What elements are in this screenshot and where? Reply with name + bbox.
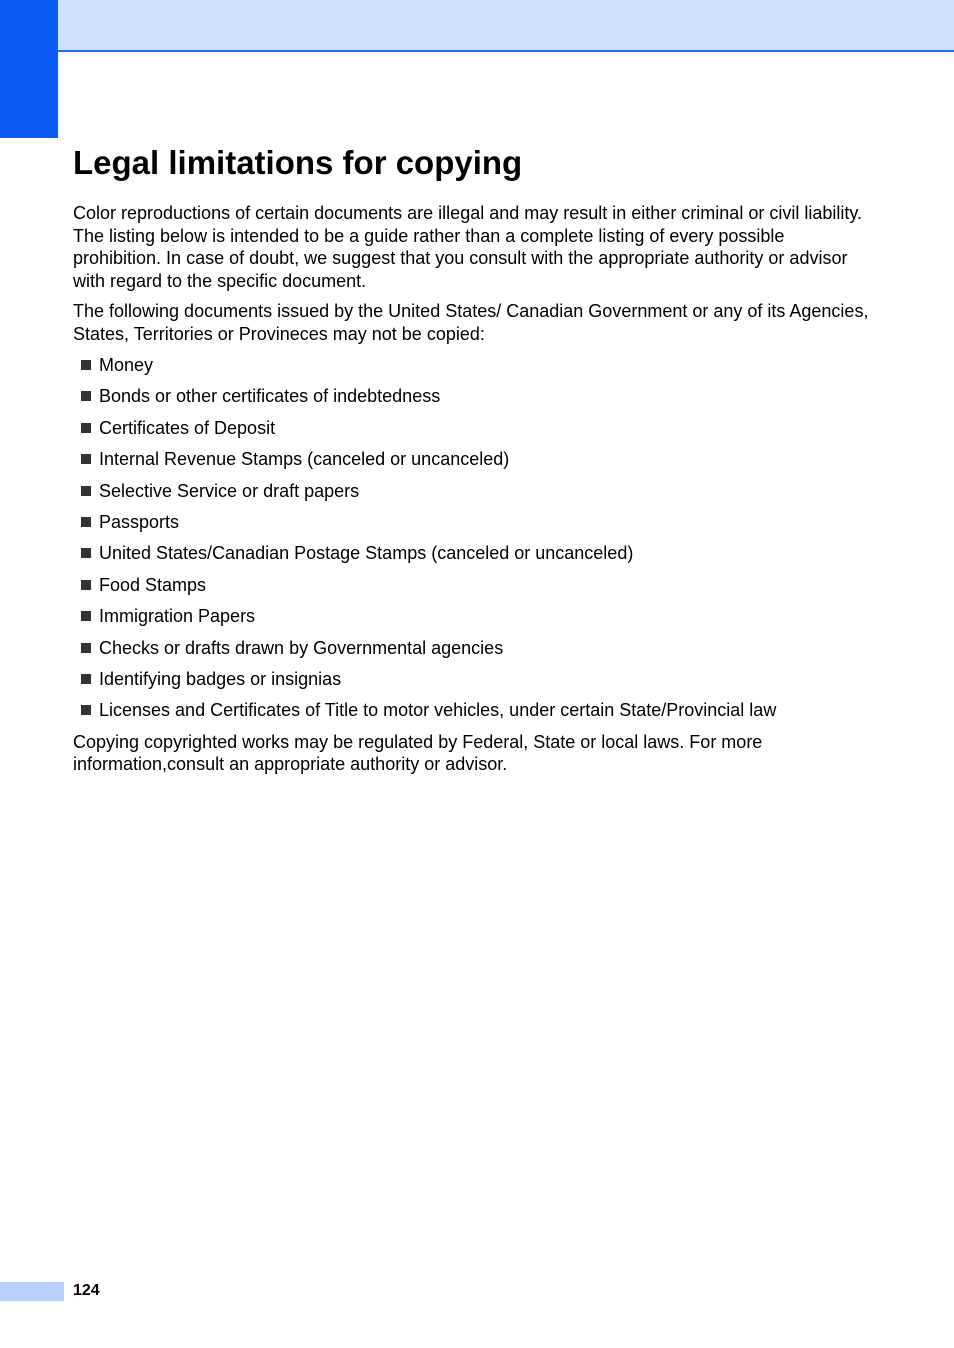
list-item [73, 574, 873, 605]
list-item-text: Passports [99, 511, 180, 532]
list-item [73, 542, 873, 573]
list-item [73, 448, 873, 479]
list-item-text: Certificates of Deposit [99, 417, 276, 438]
list-item-text: United States/Canadian Postage Stamps (canceled or uncanceled) [99, 543, 634, 564]
chapter-tab [0, 0, 58, 138]
list-intro-paragraph: The following documents issued by the United States/ Canadian Government or any of its Agencies, States, Territories or Provineces may not be copied: [73, 301, 869, 344]
square-bullet-icon [81, 423, 91, 433]
list-item [73, 637, 873, 668]
list-item-text: Food Stamps [99, 574, 207, 595]
list-item [73, 480, 873, 511]
list-item-text: Identifying badges or insignias [99, 668, 342, 689]
square-bullet-icon [81, 611, 91, 621]
footer-band [0, 1282, 64, 1301]
list-item-text: Checks or drafts drawn by Governmental agencies [99, 637, 504, 658]
square-bullet-icon [81, 360, 91, 370]
square-bullet-icon [81, 517, 91, 527]
square-bullet-icon [81, 486, 91, 496]
list-item-text: Licenses and Certificates of Title to motor vehicles, under certain State/Provincial law [99, 700, 777, 721]
list-item [73, 699, 873, 730]
intro-paragraph: Color reproductions of certain documents are illegal and may result in either criminal or civil liability. The listing below is intended to be a guide rather than a complete listing of every possible prohibition. In case of doubt, we suggest that you consult with the appropriate authority or advisor with regard to the specific document. [73, 203, 863, 291]
list-item-text: Selective Service or draft papers [99, 480, 360, 501]
page-content [73, 202, 873, 776]
list-item-text: Money [99, 355, 154, 375]
square-bullet-icon [81, 454, 91, 464]
page-title: Legal limitations for copying [73, 144, 523, 181]
header-band [58, 0, 954, 52]
list-item [73, 354, 873, 385]
page-number: 124 [73, 1282, 100, 1299]
square-bullet-icon [81, 548, 91, 558]
closing-paragraph: Copying copyrighted works may be regulated by Federal, State or local laws. For more information,consult an appropriate authority or advisor. [73, 731, 763, 775]
list-item [73, 605, 873, 636]
list-item-text: Bonds or other certificates of indebtedness [99, 386, 441, 407]
list-item [73, 668, 873, 699]
list-item-text: Immigration Papers [99, 606, 256, 627]
square-bullet-icon [81, 705, 91, 715]
prohibited-documents-list [73, 354, 873, 731]
square-bullet-icon [81, 643, 91, 653]
square-bullet-icon [81, 580, 91, 590]
list-item [73, 511, 873, 542]
list-item-text: Internal Revenue Stamps (canceled or uncanceled) [99, 449, 510, 470]
list-item [73, 385, 873, 416]
list-item [73, 417, 873, 448]
square-bullet-icon [81, 391, 91, 401]
square-bullet-icon [81, 674, 91, 684]
